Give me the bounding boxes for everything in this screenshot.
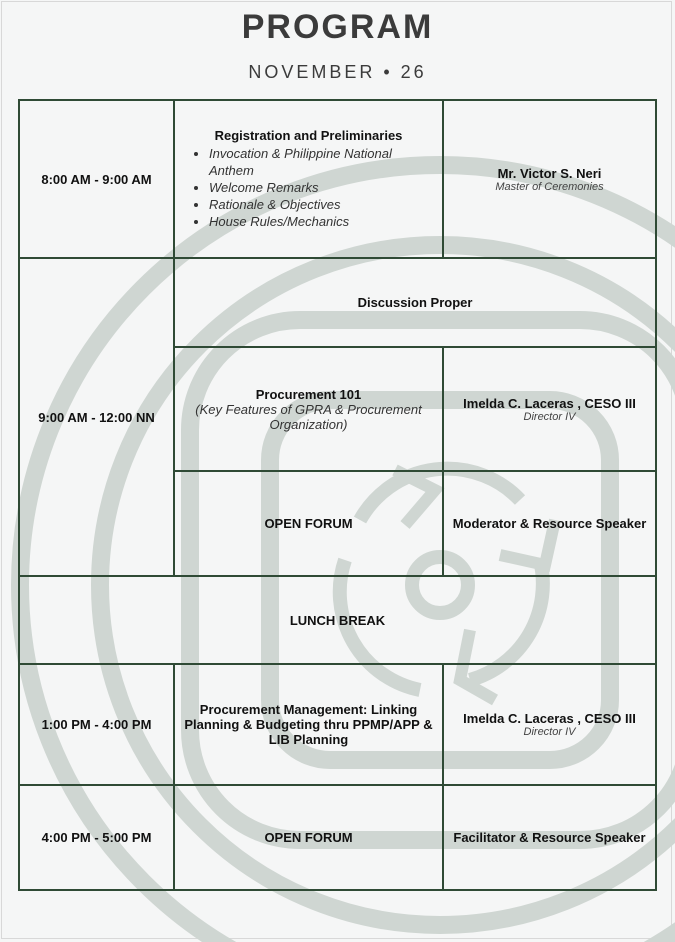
table-row xyxy=(19,258,656,347)
activity-cell: Procurement Management: Linking Planning & Budgeting thru PPMP/APP & LIB Planning xyxy=(174,664,443,785)
activity-cell: OPEN FORUM xyxy=(174,471,443,576)
speaker-cell xyxy=(443,664,656,785)
activity-cell xyxy=(174,347,443,471)
time-cell: 8:00 AM - 9:00 AM xyxy=(19,100,174,258)
speaker-name: Mr. Victor S. Neri xyxy=(497,165,602,181)
list-item: • Welcome Remarks xyxy=(209,179,434,196)
lunch-break: LUNCH BREAK xyxy=(19,576,656,664)
table-row xyxy=(19,785,656,890)
speaker-cell: Facilitator & Resource Speaker xyxy=(443,785,656,890)
event-date: NOVEMBER • 26 xyxy=(248,62,427,82)
program-table xyxy=(18,99,657,891)
list-item: • Rationale & Objectives xyxy=(209,196,434,213)
speaker-cell xyxy=(443,347,656,471)
page-title: PROGRAM xyxy=(241,8,434,46)
time-cell: 9:00 AM - 12:00 NN xyxy=(19,258,174,576)
activity-title: Procurement 101 xyxy=(255,386,362,402)
table-row xyxy=(19,664,656,785)
activity-subtitle: (Key Features of GPRA & Procurement Organization) xyxy=(195,401,422,432)
speaker-role: Director IV xyxy=(523,410,576,423)
table-row xyxy=(19,100,656,258)
time-cell: 4:00 PM - 5:00 PM xyxy=(19,785,174,890)
speaker-name: Imelda C. Laceras , CESO III xyxy=(463,395,636,411)
activity-title: Registration and Preliminaries xyxy=(214,128,403,143)
activity-cell xyxy=(174,100,443,258)
activity-cell: OPEN FORUM xyxy=(174,785,443,890)
speaker-role: Director IV xyxy=(523,726,576,738)
speaker-cell: Moderator & Resource Speaker xyxy=(443,471,656,576)
list-item: • House Rules/Mechanics xyxy=(209,213,434,230)
speaker-role: Master of Ceremonies xyxy=(495,180,604,193)
time-cell: 1:00 PM - 4:00 PM xyxy=(19,664,174,785)
activity-list xyxy=(183,145,434,230)
speaker-name: Imelda C. Laceras , CESO III xyxy=(463,711,636,726)
list-item: • Invocation & Philippine National Anthem xyxy=(209,145,434,179)
speaker-cell xyxy=(443,100,656,258)
table-row xyxy=(19,576,656,664)
section-heading: Discussion Proper xyxy=(174,258,656,347)
